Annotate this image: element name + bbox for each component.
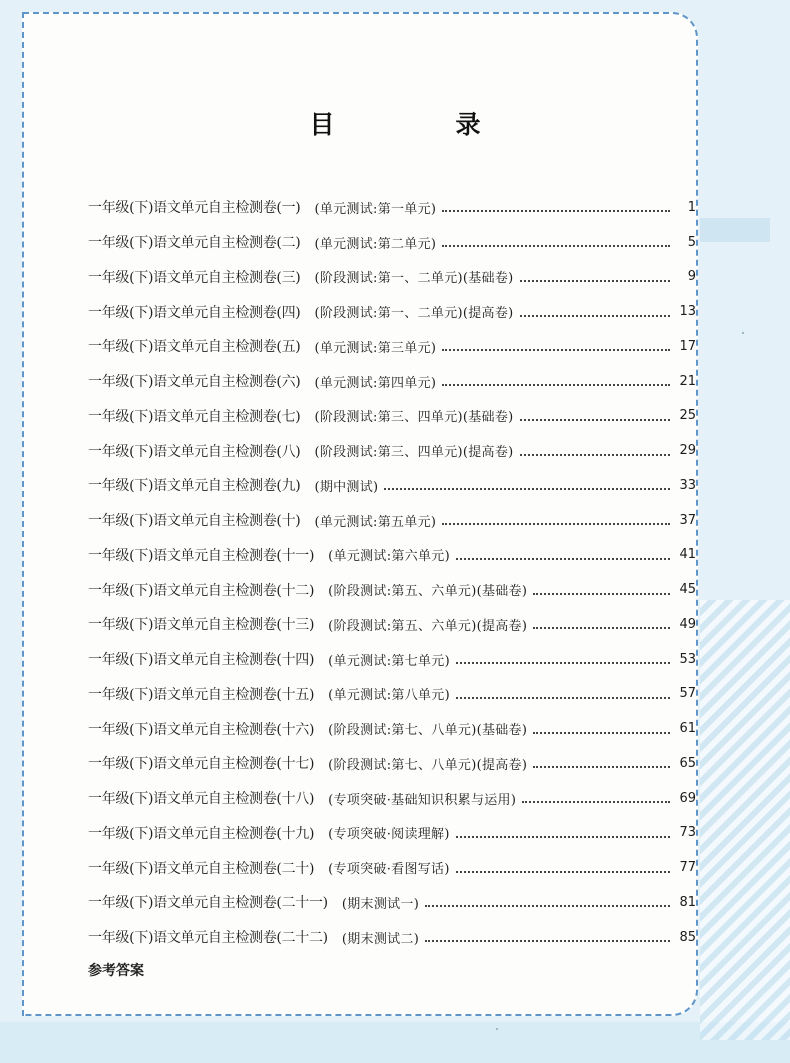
- dot-leader: [533, 724, 670, 734]
- toc-entry-title: 一年级(下)语文单元自主检测卷(十七): [88, 756, 315, 773]
- toc-entry-note: (专项突破·看图写话): [328, 862, 450, 878]
- toc-entry-note: (单元测试:第六单元): [328, 549, 450, 565]
- dot-leader: [425, 932, 670, 942]
- toc-entry[interactable]: [88, 607, 696, 642]
- toc-entry[interactable]: [88, 642, 696, 677]
- toc-entry-note: (期末测试一): [341, 896, 420, 912]
- margin-speck: [742, 332, 744, 334]
- toc-entry-note: (阶段测试:第三、四单元)(基础卷): [314, 410, 514, 426]
- toc-page-number: 77: [679, 860, 696, 876]
- toc-entry[interactable]: [88, 850, 696, 885]
- toc-entry[interactable]: [88, 920, 696, 955]
- toc-entry-title: 一年级(下)语文单元自主检测卷(一): [88, 200, 301, 217]
- toc-entry-title: 一年级(下)语文单元自主检测卷(十三): [88, 617, 315, 634]
- toc-entry-title: 一年级(下)语文单元自主检测卷(二十): [88, 860, 315, 877]
- toc-page-number: 49: [679, 616, 696, 632]
- dot-leader: [533, 585, 670, 595]
- toc-page-number: 29: [679, 443, 696, 459]
- dot-leader: [442, 237, 670, 247]
- dot-leader: [520, 411, 670, 421]
- dot-leader: [456, 863, 670, 873]
- toc-entry[interactable]: [88, 433, 696, 468]
- toc-page-number: 73: [679, 825, 696, 841]
- toc-entry-note: (阶段测试:第七、八单元)(基础卷): [328, 723, 528, 739]
- dot-leader: [456, 828, 670, 838]
- toc-entry[interactable]: [88, 572, 696, 607]
- toc-entry-note: (阶段测试:第五、六单元)(基础卷): [328, 584, 528, 600]
- toc-entry-title: 一年级(下)语文单元自主检测卷(十六): [88, 721, 315, 738]
- toc-entry[interactable]: [88, 468, 696, 503]
- toc-page-number: 81: [679, 894, 696, 910]
- dot-leader: [384, 480, 670, 490]
- toc-page-number: 53: [679, 651, 696, 667]
- toc-entry-note: (单元测试:第四单元): [314, 375, 437, 391]
- dot-leader: [442, 341, 670, 351]
- toc-entry[interactable]: [88, 538, 696, 573]
- dot-leader: [456, 654, 670, 664]
- dot-leader: [442, 202, 670, 212]
- toc-page-number: 5: [687, 234, 696, 250]
- toc-page-number: 85: [679, 929, 696, 945]
- toc-entry-title: 一年级(下)语文单元自主检测卷(五): [88, 339, 301, 356]
- toc-entry[interactable]: [88, 329, 696, 364]
- toc-entry-title: 一年级(下)语文单元自主检测卷(九): [88, 478, 301, 495]
- toc-entry[interactable]: [88, 781, 696, 816]
- toc-page-number: 41: [679, 547, 696, 563]
- toc-entry-note: (阶段测试:第一、二单元)(基础卷): [314, 271, 514, 287]
- toc-entry-title: 一年级(下)语文单元自主检测卷(十一): [88, 547, 315, 564]
- dot-leader: [456, 689, 670, 699]
- margin-speck: [496, 1028, 498, 1030]
- toc-entry[interactable]: [88, 503, 696, 538]
- toc-page-number: 69: [679, 790, 696, 806]
- toc-entry-title: 一年级(下)语文单元自主检测卷(十五): [88, 686, 315, 703]
- toc-entry-note: (专项突破·基础知识积累与运用): [328, 792, 517, 808]
- toc-entry-title: 一年级(下)语文单元自主检测卷(七): [88, 408, 301, 425]
- toc-page-number: 33: [679, 477, 696, 493]
- toc-entry-note: (单元测试:第三单元): [314, 340, 437, 356]
- dot-leader: [520, 307, 670, 317]
- toc-entry[interactable]: [88, 190, 696, 225]
- toc-entry-note: (单元测试:第八单元): [328, 688, 450, 704]
- toc-page-number: 45: [679, 582, 696, 598]
- dot-leader: [533, 619, 670, 629]
- toc-entry-title: 一年级(下)语文单元自主检测卷(三): [88, 269, 301, 286]
- dot-leader: [520, 272, 670, 282]
- toc-page-number: 21: [679, 373, 696, 389]
- toc-entry-note: (单元测试:第五单元): [314, 514, 437, 530]
- toc-page-number: 57: [679, 686, 696, 702]
- toc-entry-title: 一年级(下)语文单元自主检测卷(十八): [88, 791, 315, 808]
- dot-leader: [520, 446, 670, 456]
- toc-entry-note: (阶段测试:第五、六单元)(提高卷): [328, 618, 528, 634]
- toc-entry-title: 一年级(下)语文单元自主检测卷(十四): [88, 652, 315, 669]
- background-bottom-band: [0, 1022, 790, 1063]
- toc-entry-title: 一年级(下)语文单元自主检测卷(二十二): [88, 930, 328, 947]
- table-of-contents: [88, 190, 696, 955]
- toc-page-number: 61: [679, 721, 696, 737]
- toc-entry-title: 一年级(下)语文单元自主检测卷(二): [88, 235, 301, 252]
- dot-leader: [533, 758, 670, 768]
- toc-entry-note: (阶段测试:第三、四单元)(提高卷): [314, 445, 514, 461]
- toc-page-number: 37: [679, 512, 696, 528]
- toc-entry[interactable]: [88, 711, 696, 746]
- answers-link[interactable]: 参考答案: [88, 963, 144, 979]
- toc-page-number: 9: [687, 269, 696, 285]
- toc-entry-title: 一年级(下)语文单元自主检测卷(八): [88, 443, 301, 460]
- toc-entry-note: (期末测试二): [341, 931, 420, 947]
- toc-page-number: 17: [679, 338, 696, 354]
- dot-leader: [442, 515, 670, 525]
- toc-entry[interactable]: [88, 885, 696, 920]
- toc-entry-note: (单元测试:第七单元): [328, 653, 450, 669]
- background-tab-decoration: [700, 218, 770, 242]
- toc-entry-title: 一年级(下)语文单元自主检测卷(十二): [88, 582, 315, 599]
- dot-leader: [425, 897, 670, 907]
- toc-entry[interactable]: [88, 364, 696, 399]
- toc-entry-note: (期中测试): [314, 479, 379, 495]
- toc-entry-note: (阶段测试:第一、二单元)(提高卷): [314, 306, 514, 322]
- toc-entry-title: 一年级(下)语文单元自主检测卷(六): [88, 374, 301, 391]
- toc-entry[interactable]: [88, 816, 696, 851]
- dot-leader: [456, 550, 670, 560]
- toc-page-number: 13: [679, 304, 696, 320]
- background-stripe-decoration: [700, 600, 790, 1040]
- toc-entry-title: 一年级(下)语文单元自主检测卷(十九): [88, 825, 315, 842]
- toc-entry[interactable]: [88, 746, 696, 781]
- toc-entry-note: (专项突破·阅读理解): [328, 827, 450, 843]
- toc-entry-title: 一年级(下)语文单元自主检测卷(十): [88, 513, 301, 530]
- toc-page-number: 1: [687, 199, 696, 215]
- toc-entry[interactable]: [88, 677, 696, 712]
- toc-entry-note: (单元测试:第一单元): [314, 201, 437, 217]
- dot-leader: [442, 376, 670, 386]
- toc-entry-note: (阶段测试:第七、八单元)(提高卷): [328, 757, 528, 773]
- toc-page-number: 25: [679, 408, 696, 424]
- toc-entry-title: 一年级(下)语文单元自主检测卷(二十一): [88, 895, 328, 912]
- toc-page-number: 65: [679, 755, 696, 771]
- dot-leader: [522, 793, 670, 803]
- toc-entry[interactable]: [88, 225, 696, 260]
- toc-entry[interactable]: [88, 294, 696, 329]
- toc-entry[interactable]: [88, 260, 696, 295]
- toc-entry[interactable]: [88, 399, 696, 434]
- toc-entry-title: 一年级(下)语文单元自主检测卷(四): [88, 304, 301, 321]
- page-title: 目 录: [309, 110, 529, 139]
- toc-entry-note: (单元测试:第二单元): [314, 236, 437, 252]
